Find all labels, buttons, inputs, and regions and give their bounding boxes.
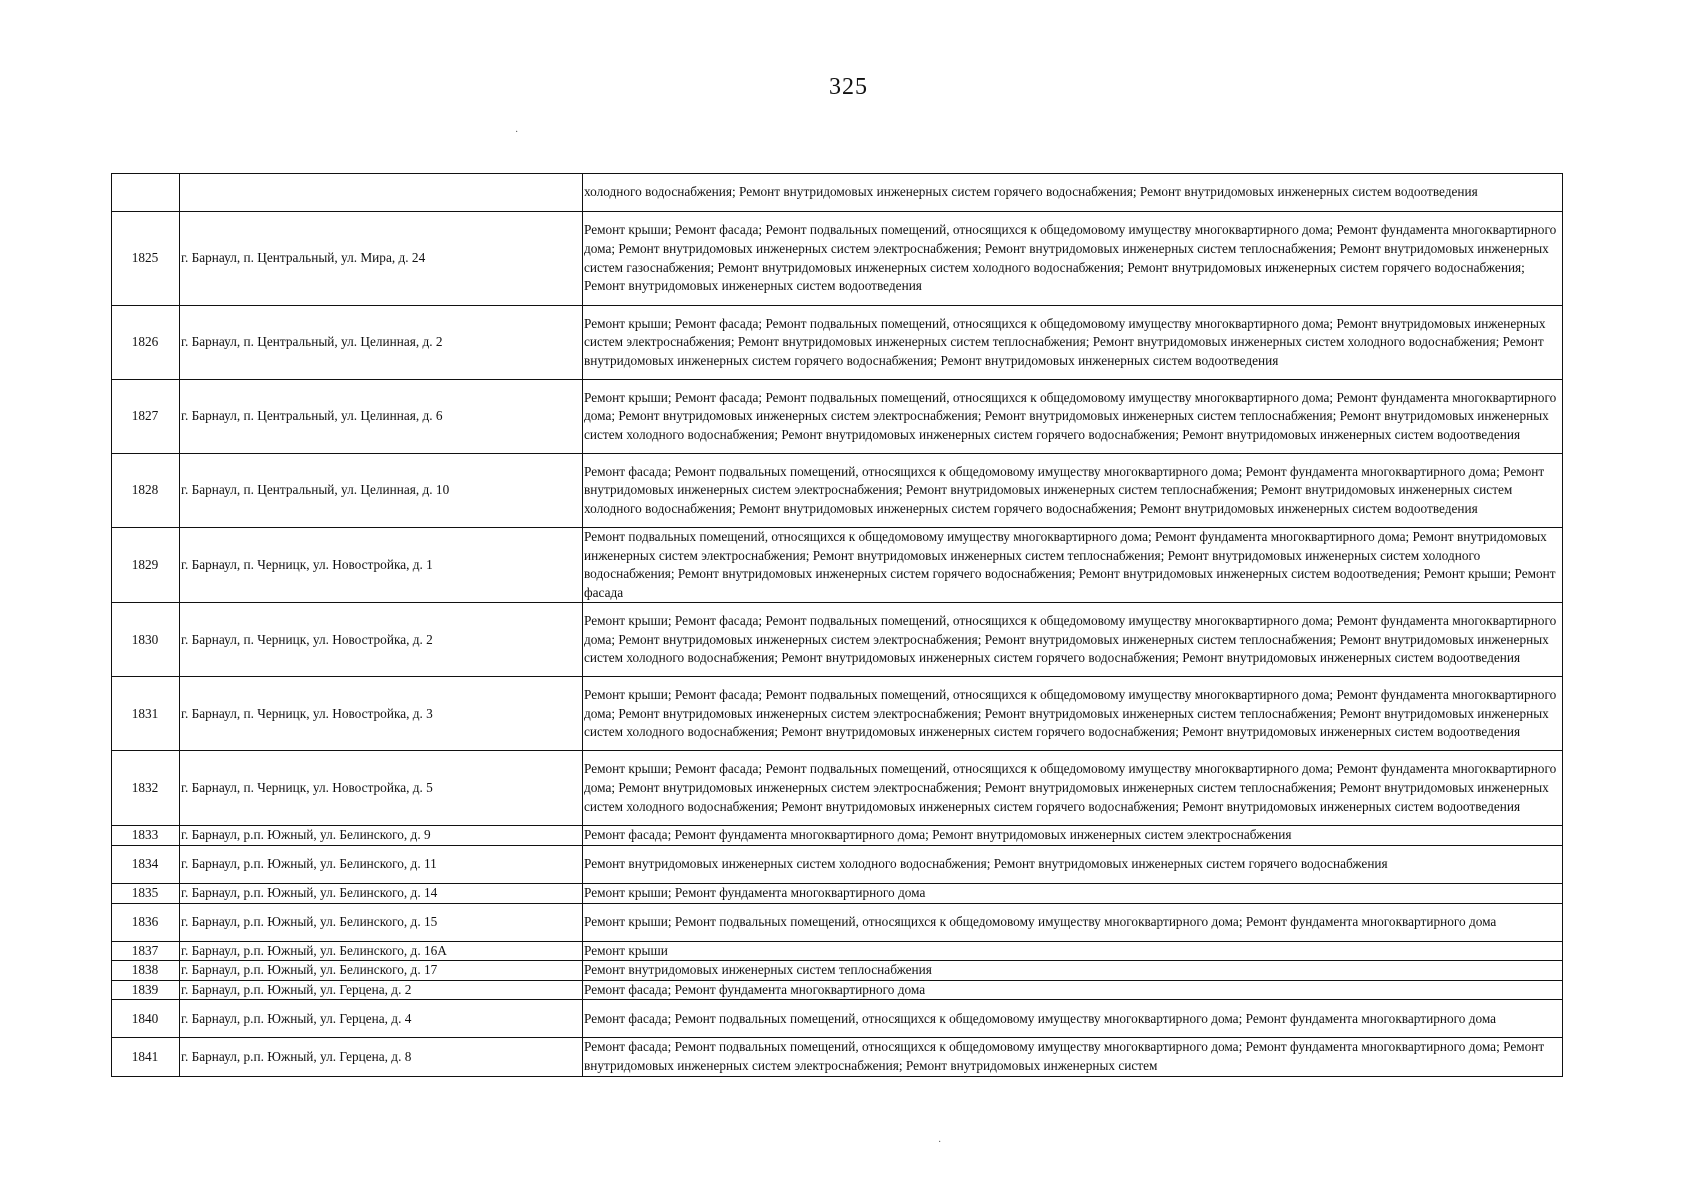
address-cell: г. Барнаул, р.п. Южный, ул. Белинского, д. 14 xyxy=(180,883,583,903)
repair-works-table xyxy=(111,173,1563,1077)
row-number-cell: 1827 xyxy=(112,380,180,454)
address-cell: г. Барнаул, п. Центральный, ул. Целинная, д. 10 xyxy=(180,454,583,528)
works-cell: Ремонт крыши xyxy=(583,941,1563,961)
table-row xyxy=(112,941,1563,961)
row-number-cell xyxy=(112,174,180,212)
row-number-cell: 1836 xyxy=(112,903,180,941)
row-number-cell: 1835 xyxy=(112,883,180,903)
works-cell: Ремонт крыши; Ремонт фасада; Ремонт подвальных помещений, относящихся к общедомовому имуществу многоквартирного дома; Ремонт фундамента многоквартирного дома; Ремонт внутридомовых инженерных систем электроснабжения; Ремонт внутридомовых инженерных систем теплоснабжения; Ремонт внутридомовых инженерных систем газоснабжения; Ремонт внутридомовых инженерных систем холодного водоснабжения; Ремонт внутридомовых инженерных систем горячего водоснабжения; Ремонт внутридомовых инженерных систем водоотведения xyxy=(583,212,1563,306)
row-number-cell: 1831 xyxy=(112,677,180,751)
row-number-cell: 1830 xyxy=(112,603,180,677)
works-cell: Ремонт крыши; Ремонт фасада; Ремонт подвальных помещений, относящихся к общедомовому имуществу многоквартирного дома; Ремонт фундамента многоквартирного дома; Ремонт внутридомовых инженерных систем электроснабжения; Ремонт внутридомовых инженерных систем теплоснабжения; Ремонт внутридомовых инженерных систем холодного водоснабжения; Ремонт внутридомовых инженерных систем горячего водоснабжения; Ремонт внутридомовых инженерных систем водоотведения xyxy=(583,603,1563,677)
page-number: 325 xyxy=(829,74,868,100)
address-cell: г. Барнаул, п. Черницк, ул. Новостройка, д. 2 xyxy=(180,603,583,677)
works-cell: Ремонт крыши; Ремонт подвальных помещений, относящихся к общедомовому имуществу многоквартирного дома; Ремонт фундамента многоквартирного дома xyxy=(583,903,1563,941)
address-cell: г. Барнаул, р.п. Южный, ул. Герцена, д. 8 xyxy=(180,1038,583,1076)
table-row xyxy=(112,845,1563,883)
table-row xyxy=(112,1000,1563,1038)
row-number-cell: 1840 xyxy=(112,1000,180,1038)
address-cell: г. Барнаул, р.п. Южный, ул. Герцена, д. 2 xyxy=(180,980,583,1000)
table-row xyxy=(112,677,1563,751)
works-cell: Ремонт фасада; Ремонт фундамента многоквартирного дома xyxy=(583,980,1563,1000)
table-row xyxy=(112,603,1563,677)
address-cell: г. Барнаул, р.п. Южный, ул. Белинского, д. 15 xyxy=(180,903,583,941)
scan-speck: · xyxy=(515,127,519,138)
works-cell: Ремонт фасада; Ремонт подвальных помещений, относящихся к общедомовому имуществу многоквартирного дома; Ремонт фундамента многоквартирного дома; Ремонт внутридомовых инженерных систем электроснабжения; Ремонт внутридомовых инженерных систем xyxy=(583,1038,1563,1076)
address-cell: г. Барнаул, р.п. Южный, ул. Белинского, д. 9 xyxy=(180,826,583,846)
table-row xyxy=(112,826,1563,846)
row-number-cell: 1825 xyxy=(112,212,180,306)
works-cell: Ремонт фасада; Ремонт фундамента многоквартирного дома; Ремонт внутридомовых инженерных систем электроснабжения xyxy=(583,826,1563,846)
table-row xyxy=(112,961,1563,981)
row-number-cell: 1837 xyxy=(112,941,180,961)
address-cell: г. Барнаул, р.п. Южный, ул. Белинского, д. 16А xyxy=(180,941,583,961)
works-cell: Ремонт фасада; Ремонт подвальных помещений, относящихся к общедомовому имуществу многоквартирного дома; Ремонт фундамента многоквартирного дома; Ремонт внутридомовых инженерных систем электроснабжения; Ремонт внутридомовых инженерных систем теплоснабжения; Ремонт внутридомовых инженерных систем холодного водоснабжения; Ремонт внутридомовых инженерных систем горячего водоснабжения; Ремонт внутридомовых инженерных систем водоотведения xyxy=(583,454,1563,528)
table-row xyxy=(112,903,1563,941)
address-cell: г. Барнаул, п. Черницк, ул. Новостройка, д. 1 xyxy=(180,528,583,603)
address-cell xyxy=(180,174,583,212)
row-number-cell: 1839 xyxy=(112,980,180,1000)
row-number-cell: 1826 xyxy=(112,306,180,380)
works-cell: Ремонт крыши; Ремонт фасада; Ремонт подвальных помещений, относящихся к общедомовому имуществу многоквартирного дома; Ремонт фундамента многоквартирного дома; Ремонт внутридомовых инженерных систем электроснабжения; Ремонт внутридомовых инженерных систем теплоснабжения; Ремонт внутридомовых инженерных систем холодного водоснабжения; Ремонт внутридомовых инженерных систем горячего водоснабжения; Ремонт внутридомовых инженерных систем водоотведения xyxy=(583,751,1563,826)
table-row xyxy=(112,1038,1563,1076)
works-cell: Ремонт крыши; Ремонт фасада; Ремонт подвальных помещений, относящихся к общедомовому имуществу многоквартирного дома; Ремонт внутридомовых инженерных систем электроснабжения; Ремонт внутридомовых инженерных систем теплоснабжения; Ремонт внутридомовых инженерных систем холодного водоснабжения; Ремонт внутридомовых инженерных систем горячего водоснабжения; Ремонт внутридомовых инженерных систем водоотведения xyxy=(583,306,1563,380)
address-cell: г. Барнаул, п. Черницк, ул. Новостройка, д. 5 xyxy=(180,751,583,826)
table-row xyxy=(112,306,1563,380)
works-cell: Ремонт подвальных помещений, относящихся к общедомовому имуществу многоквартирного дома; Ремонт фундамента многоквартирного дома; Ремонт внутридомовых инженерных систем электроснабжения; Ремонт внутридомовых инженерных систем теплоснабжения; Ремонт внутридомовых инженерных систем холодного водоснабжения; Ремонт внутридомовых инженерных систем горячего водоснабжения; Ремонт внутридомовых инженерных систем водоотведения; Ремонт крыши; Ремонт фасада xyxy=(583,528,1563,603)
address-cell: г. Барнаул, п. Центральный, ул. Мира, д. 24 xyxy=(180,212,583,306)
row-number-cell: 1828 xyxy=(112,454,180,528)
scan-speck: · xyxy=(938,1137,942,1148)
table-row xyxy=(112,528,1563,603)
row-number-cell: 1841 xyxy=(112,1038,180,1076)
works-cell: Ремонт крыши; Ремонт фасада; Ремонт подвальных помещений, относящихся к общедомовому имуществу многоквартирного дома; Ремонт фундамента многоквартирного дома; Ремонт внутридомовых инженерных систем электроснабжения; Ремонт внутридомовых инженерных систем теплоснабжения; Ремонт внутридомовых инженерных систем холодного водоснабжения; Ремонт внутридомовых инженерных систем горячего водоснабжения; Ремонт внутридомовых инженерных систем водоотведения xyxy=(583,677,1563,751)
address-cell: г. Барнаул, п. Центральный, ул. Целинная, д. 2 xyxy=(180,306,583,380)
row-number-cell: 1832 xyxy=(112,751,180,826)
row-number-cell: 1838 xyxy=(112,961,180,981)
works-cell: Ремонт фасада; Ремонт подвальных помещений, относящихся к общедомовому имуществу многоквартирного дома; Ремонт фундамента многоквартирного дома xyxy=(583,1000,1563,1038)
works-cell: холодного водоснабжения; Ремонт внутридомовых инженерных систем горячего водоснабжения; Ремонт внутридомовых инженерных систем водоотведения xyxy=(583,174,1563,212)
works-cell: Ремонт внутридомовых инженерных систем теплоснабжения xyxy=(583,961,1563,981)
row-number-cell: 1833 xyxy=(112,826,180,846)
works-cell: Ремонт крыши; Ремонт фасада; Ремонт подвальных помещений, относящихся к общедомовому имуществу многоквартирного дома; Ремонт фундамента многоквартирного дома; Ремонт внутридомовых инженерных систем электроснабжения; Ремонт внутридомовых инженерных систем теплоснабжения; Ремонт внутридомовых инженерных систем холодного водоснабжения; Ремонт внутридомовых инженерных систем горячего водоснабжения; Ремонт внутридомовых инженерных систем водоотведения xyxy=(583,380,1563,454)
table-row xyxy=(112,980,1563,1000)
works-cell: Ремонт крыши; Ремонт фундамента многоквартирного дома xyxy=(583,883,1563,903)
row-number-cell: 1829 xyxy=(112,528,180,603)
address-cell: г. Барнаул, п. Центральный, ул. Целинная, д. 6 xyxy=(180,380,583,454)
address-cell: г. Барнаул, п. Черницк, ул. Новостройка, д. 3 xyxy=(180,677,583,751)
table-row xyxy=(112,883,1563,903)
table-row xyxy=(112,174,1563,212)
address-cell: г. Барнаул, р.п. Южный, ул. Белинского, д. 17 xyxy=(180,961,583,981)
table-row xyxy=(112,454,1563,528)
address-cell: г. Барнаул, р.п. Южный, ул. Герцена, д. 4 xyxy=(180,1000,583,1038)
table-body xyxy=(112,174,1563,1077)
table-row xyxy=(112,751,1563,826)
table-row xyxy=(112,380,1563,454)
table-row xyxy=(112,212,1563,306)
works-cell: Ремонт внутридомовых инженерных систем холодного водоснабжения; Ремонт внутридомовых инженерных систем горячего водоснабжения xyxy=(583,845,1563,883)
address-cell: г. Барнаул, р.п. Южный, ул. Белинского, д. 11 xyxy=(180,845,583,883)
row-number-cell: 1834 xyxy=(112,845,180,883)
